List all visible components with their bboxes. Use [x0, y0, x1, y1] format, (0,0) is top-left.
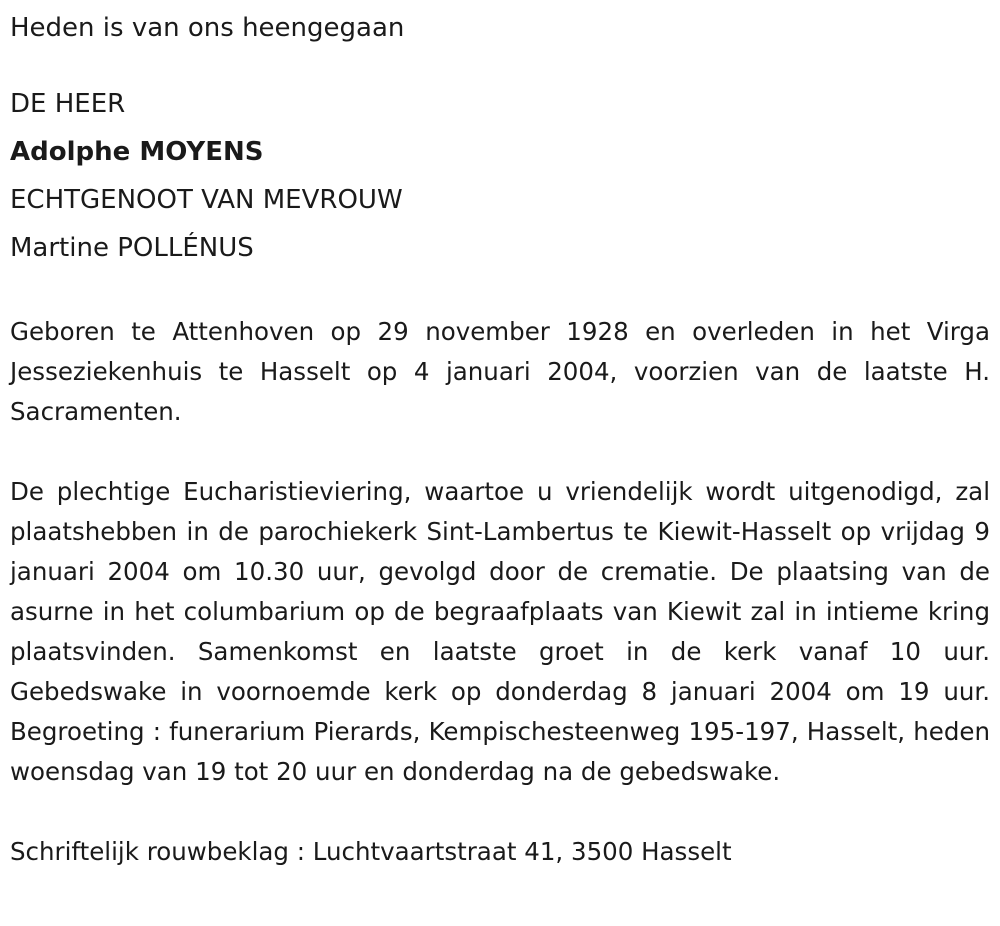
deceased-name: Adolphe MOYENS [10, 137, 264, 167]
condolence-address: Schriftelijk rouwbeklag : Luchtvaartstraat 41, 3500 Hasselt [10, 837, 732, 866]
deceased-block [10, 80, 990, 272]
intro-line: Heden is van ons heengegaan [10, 13, 405, 43]
birth-death-paragraph: Geboren te Attenhoven op 29 november 1928 en overleden in het Virga Jesseziekenhuis te Hasselt op 4 januari 2004, voorzien van de laatste H. Sacramenten. [10, 317, 990, 426]
spacer [10, 48, 990, 80]
spouse-name: Martine POLLÉNUS [10, 233, 254, 263]
relation-line: ECHTGENOOT VAN MEVROUW [10, 185, 403, 215]
spacer [10, 272, 990, 312]
spacer [10, 432, 990, 472]
ceremony-paragraph: De plechtige Eucharistieviering, waartoe u vriendelijk wordt uitgenodigd, zal plaatshebben in de parochiekerk Sint-Lambertus te Kiewit-Hasselt op vrijdag 9 januari 2004 om 10.30 uur, gevolgd door de crematie. De plaatsing van de asurne in het columbarium op de begraafplaats van Kiewit zal in intieme kring plaatsvinden. Samenkomst en laatste groet in de kerk vanaf 10 uur. Gebedswake in voornoemde kerk op donderdag 8 januari 2004 om 19 uur. Begroeting : funerarium Pierards, Kempischesteenweg 195-197, Hasselt, heden woensdag van 19 tot 20 uur en donderdag na de gebedswake. [10, 477, 990, 786]
honorific-title: DE HEER [10, 89, 126, 119]
spacer [10, 792, 990, 832]
